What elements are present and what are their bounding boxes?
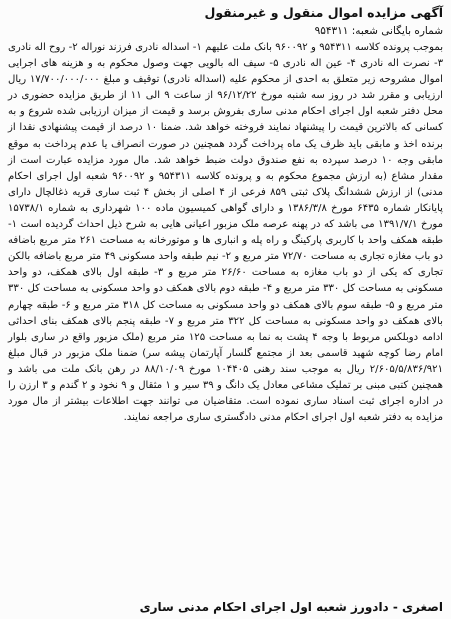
signature-line: اصغری - دادورز شعبه اول اجرای احکام مدنی ساری	[139, 600, 443, 614]
notice-body: بموجب پرونده کلاسه ۹۵۴۳۱۱ و ۹۶۰۰۹۲ بانک ملت علیهم ۱- اسداله نادری فرزند نوراله ۲- روح اله نادری ۳- نصرت اله نادری ۴- عین اله نادری ۵- سیف اله بالویی جهت وصول محکوم به و هزینه های اجرایی اموال مشروحه زیر متعلق به احدی از محکوم علیه (اسداله نادری) توقیف و مبلغ ۱۷/۷۰۰/۰۰۰/۰۰۰ ریال ارزیابی و مقرر شد در روز سه شنبه مورخ ۹۶/۱۲/۲۲ از ساعت ۹ الی ۱۱ از طریق مزایده حضوری در محل دفتر شعبه اول اجرای احکام مدنی ساری بفروش برسد و قیمت از میزان ارزیابی شده شروع و به کسانی که بالاترین قیمت را پیشنهاد نمایند فروخته خواهد شد. ضمنا ۱۰ درصد از قیمت پیشنهادی نقدا از برنده اخذ و مابقی باید ظرف یک ماه پرداخت گردد همچنین در صورت انصراف یا عدم پرداخت به موقع مابقی وجه ۱۰ درصد سپرده به نفع صندوق دولت ضبط خواهد شد. مال مورد مزایده عبارت است از مقدار مشاع (به ارزش مجموع محکوم به و پرونده کلاسه ۹۵۴۳۱۱ و ۹۶۰۰۹۲ شعبه اول اجرای احکام مدنی) از ارزش ششدانگ پلاک ثبتی ۸۵۹ فرعی از ۴ اصلی از بخش ۴ ثبت ساری قریه ذغالچال دارای پایانکار شماره ۶۴۳۵ مورخ ۱۳۸۶/۳/۸ و دارای گواهی کمیسیون ماده ۱۰۰ شهرداری به شماره ۱۵۷۳۸/۱ مورخ ۱۳۹۱/۷/۱ می باشد که در پهنه عرصه ملک مزبور اعیانی هایی به شرح ذیل احداث گردیده است ۱- طبقه همکف واحد با کاربری پارکینگ و راه پله و انباری ها و موتورخانه به مساحت ۲۶۱ متر مربع باضافه دو باب مغازه تجاری به مساحت ۷۲/۷۰ متر مربع و ۲- نیم طبقه واحد مسکونی ۴۹ متر مربع باضافه بالکن تجاری که یکی از دو باب مغازه به مساحت ۲۶/۶۰ متر مربع و ۳- طبقه اول بالای همکف، دو واحد مسکونی به مساحت کل ۳۳۰ متر مربع و ۴- طبقه دوم بالای همکف دو واحد مسکونی به مساحت کل ۳۳۰ متر مربع و ۵- طبقه سوم بالای همکف دو واحد مسکونی به مساحت کل ۳۱۸ متر مربع و ۶- طبقه چهارم بالای همکف دو واحد مسکونی به مساحت کل ۳۲۲ متر مربع و ۷- طبقه پنجم بالای همکف بنای احداثی ادامه دوبلکس مربوط با وجه ۴ پشت به نما به مساحت ۱۲۵ متر مربع (ملک مزبور واقع در ساری بلوار امام رضا کوچه شهید قاسمی بعد از مجتمع گلسار آپارتمان پیشه سر) ضمنا ملک مزبور در قبال مبلغ ۲/۶۰۵/۵/۸۳۶/۹۲۱ ریال به موجب سند رهنی ۱۰۴۴۰۵ مورخ ۸۸/۱۰/۰۹ در رهن بانک ملت می باشد و همچنین کتبی مبنی بر تملیک مشاعی معادل یک دانگ و ۳۹ سیر و ۱ مثقال و ۹ نخود و ۲ گندم و ۳ ارزن را در اداره اجرای ثبت اسناد ساری نموده است. متقاضیان می توانند جهت اطلاعات بیشتر از مال مورد مزایده به دفتر شعبه اول اجرای احکام مدنی دادگستری ساری مراجعه نمایند.	[8, 42, 444, 424]
notice-title: آگهی مزایده اموال منقول و غیرمنقول	[204, 5, 443, 20]
file-number: شماره بایگانی شعبه: ۹۵۴۳۱۱	[314, 25, 443, 37]
